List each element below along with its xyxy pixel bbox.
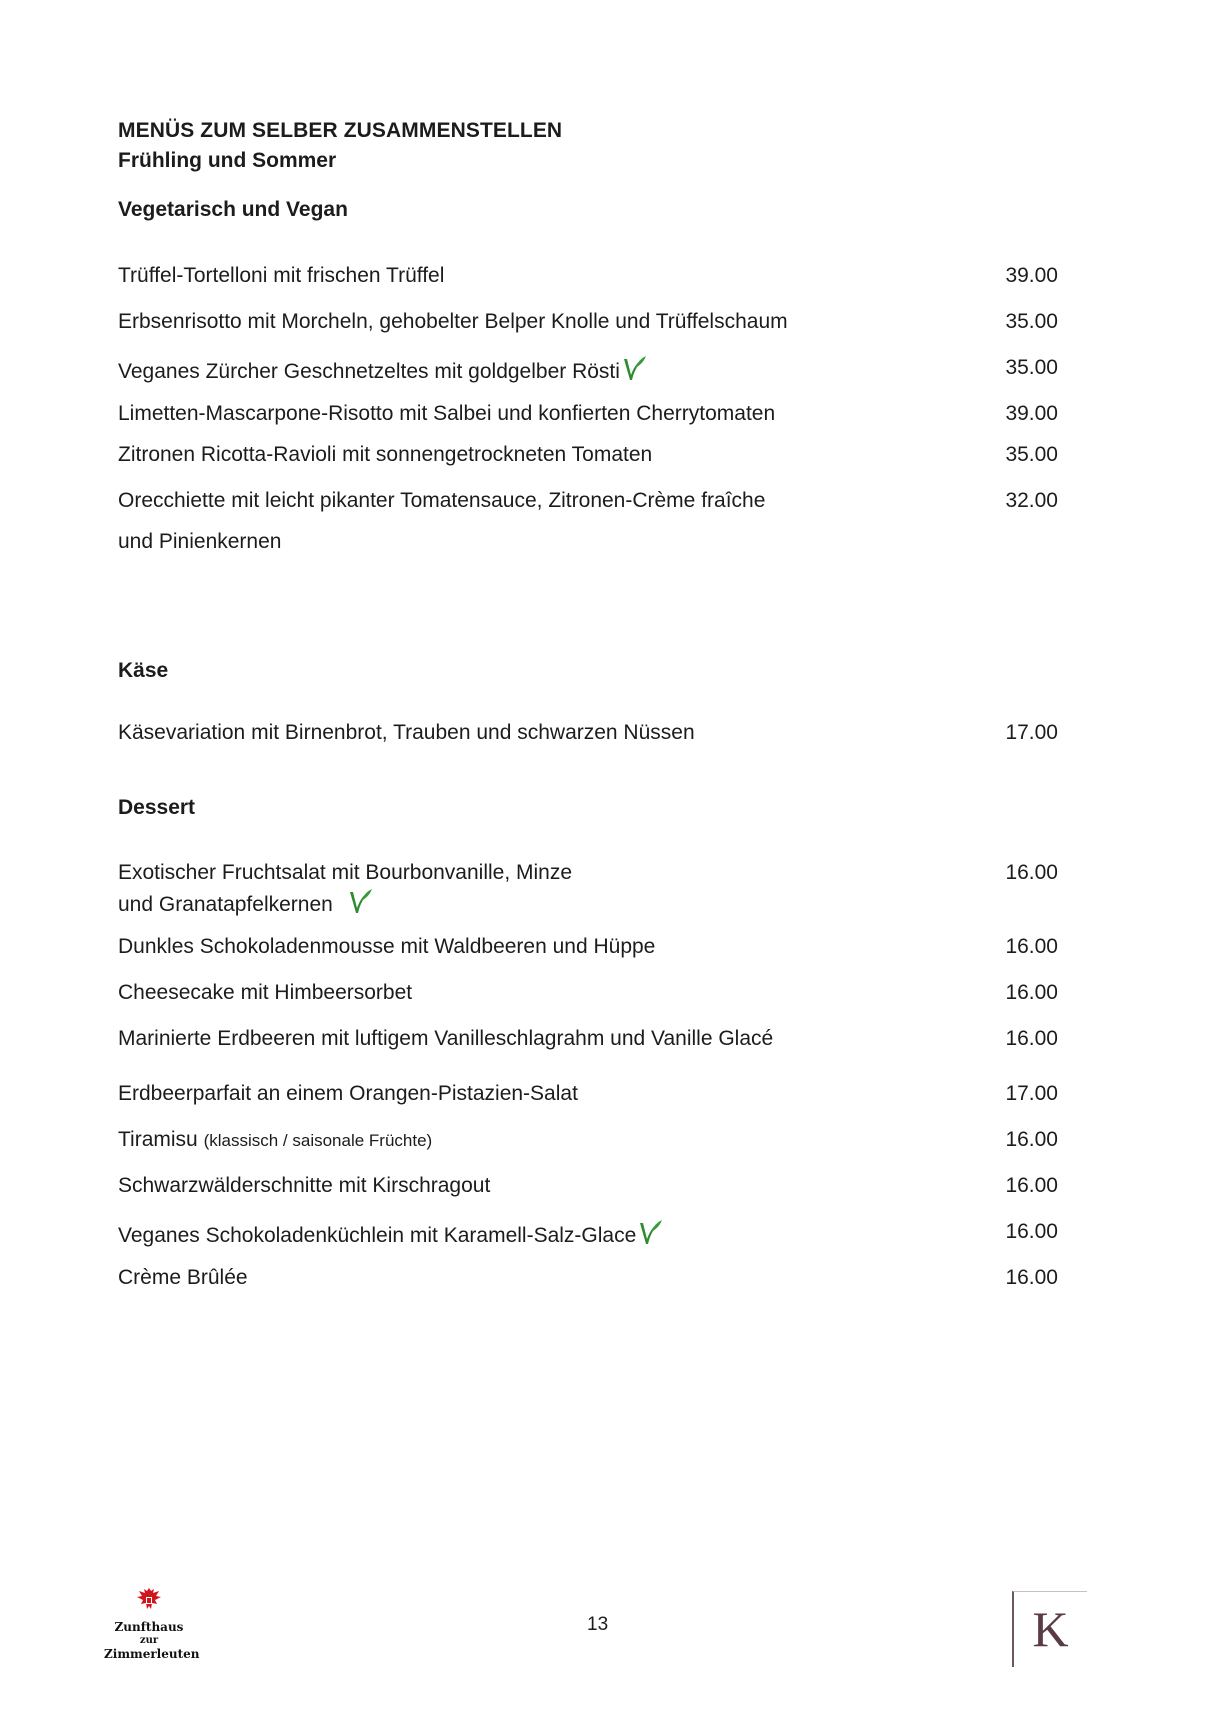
item-note: (klassisch / saisonale Früchte): [203, 1131, 433, 1150]
item-price: 35.00: [1005, 356, 1058, 379]
menu-item: [118, 719, 1058, 747]
vegan-leaf-icon: [347, 887, 373, 917]
menu-item: [118, 1080, 1058, 1108]
menu-item: [118, 400, 1058, 428]
menu-item: [118, 933, 1058, 961]
item-name: Tiramisu: [118, 1128, 198, 1151]
menu-item: [118, 979, 1058, 1007]
item-name: Erdbeerparfait an einem Orangen-Pistazien-Salat: [118, 1082, 578, 1105]
section-heading-dessert: Dessert: [118, 796, 196, 819]
item-price: 16.00: [1005, 1174, 1058, 1197]
logo-text-line-2: zur: [139, 1635, 159, 1646]
item-name: Schwarzwälderschnitte mit Kirschragout: [118, 1174, 491, 1197]
item-name-line-2: und Pinienkernen: [118, 530, 282, 553]
menu-item: [118, 1126, 1058, 1155]
item-price: 39.00: [1005, 264, 1058, 287]
menu-item: [118, 262, 1058, 290]
menu-item: [118, 308, 1058, 336]
menu-item: [118, 859, 1058, 919]
item-name: Trüffel-Tortelloni mit frischen Trüffel: [118, 264, 445, 287]
item-name: Veganes Zürcher Geschnetzeltes mit goldgelber Rösti: [118, 360, 620, 383]
vegan-leaf-icon: [621, 354, 647, 384]
item-name-line-1: Orecchiette mit leicht pikanter Tomatensauce, Zitronen-Crème fraîche: [118, 489, 766, 512]
item-price: 16.00: [1005, 1128, 1058, 1151]
section-heading-vegetarian: Vegetarisch und Vegan: [118, 198, 348, 221]
k-logo-letter: K: [1032, 1601, 1069, 1657]
eagle-crest-icon: [135, 1585, 163, 1615]
item-name-line-2: und Granatapfelkernen: [118, 893, 333, 916]
item-name: Zitronen Ricotta-Ravioli mit sonnengetrockneten Tomaten: [118, 443, 653, 466]
item-name: Limetten-Mascarpone-Risotto mit Salbei und konfierten Cherrytomaten: [118, 402, 776, 425]
item-price: 16.00: [1005, 1027, 1058, 1050]
menu-item: [118, 487, 1058, 556]
item-price: 16.00: [1005, 1220, 1058, 1243]
item-name-line-1: Exotischer Fruchtsalat mit Bourbonvanille, Minze: [118, 861, 573, 884]
menu-item: [118, 354, 1058, 386]
vegan-leaf-icon: [637, 1218, 663, 1248]
item-price: 35.00: [1005, 310, 1058, 333]
item-name: Käsevariation mit Birnenbrot, Trauben und schwarzen Nüssen: [118, 721, 695, 744]
item-price: 35.00: [1005, 443, 1058, 466]
item-price: 16.00: [1005, 935, 1058, 958]
item-price: 16.00: [1005, 1266, 1058, 1289]
item-name: Dunkles Schokoladenmousse mit Waldbeeren und Hüppe: [118, 935, 656, 958]
page-title: MENÜS ZUM SELBER ZUSAMMENSTELLEN: [118, 119, 563, 142]
menu-item: [118, 441, 1058, 469]
page-number: 13: [587, 1614, 609, 1635]
menu-item: [118, 1218, 1058, 1250]
menu-item: [118, 1172, 1058, 1200]
item-price: 16.00: [1005, 981, 1058, 1004]
item-name: Marinierte Erdbeeren mit luftigem Vanilleschlagrahm und Vanille Glacé: [118, 1027, 774, 1050]
logo-text-line-3: Zimmerleuten: [104, 1647, 200, 1661]
item-price: 17.00: [1005, 721, 1058, 744]
item-price: 17.00: [1005, 1082, 1058, 1105]
k-logo: [1012, 1591, 1087, 1667]
item-price: 32.00: [1005, 489, 1058, 512]
page-subtitle: Frühling und Sommer: [118, 149, 337, 172]
item-name: Cheesecake mit Himbeersorbet: [118, 981, 413, 1004]
menu-item: [118, 1025, 1058, 1053]
item-name: Crème Brûlée: [118, 1266, 248, 1289]
section-heading-cheese: Käse: [118, 659, 169, 682]
item-name: Erbsenrisotto mit Morcheln, gehobelter Belper Knolle und Trüffelschaum: [118, 310, 788, 333]
zunfthaus-logo: [104, 1585, 200, 1662]
page-heading: [118, 116, 562, 176]
item-price: 16.00: [1005, 861, 1058, 884]
menu-item: [118, 1264, 1058, 1292]
logo-text-line-1: Zunfthaus: [114, 1620, 184, 1634]
item-price: 39.00: [1005, 402, 1058, 425]
item-name: Veganes Schokoladenküchlein mit Karamell-Salz-Glace: [118, 1224, 637, 1247]
